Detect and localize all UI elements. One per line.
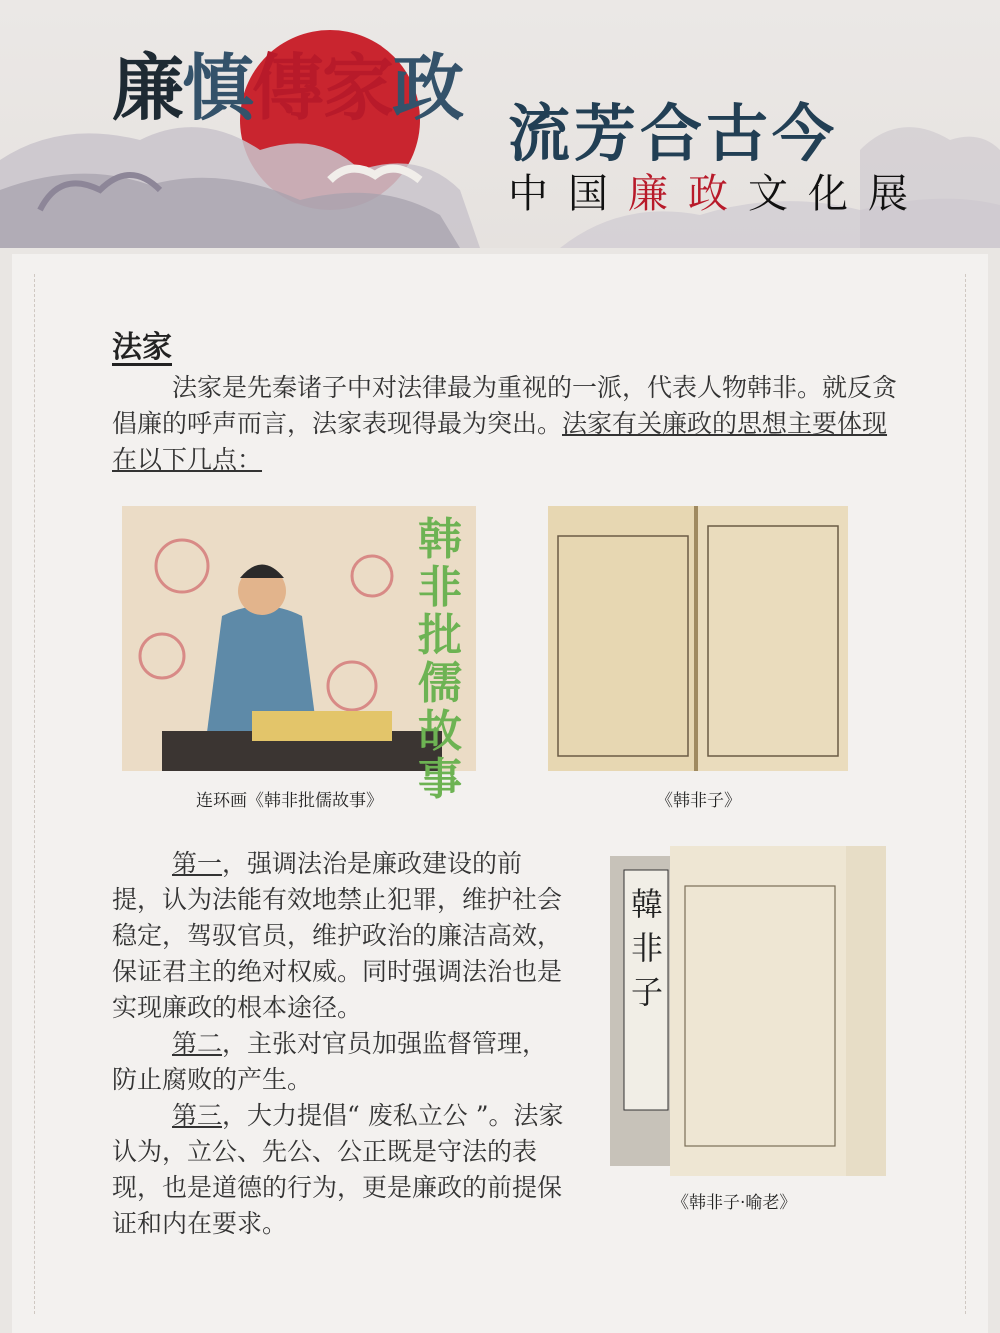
book-cover-image [610,846,900,1176]
point-1 [112,846,567,1026]
point-2 [112,1026,567,1098]
intro-text: 法家是先秦诸子中对法律最为重视的一派，代表人物韩非。就反贪倡廉的呼声而言，法家表现得最为突出。 [112,373,898,438]
book-cover-title: 韓非子 [630,885,663,1011]
comic-caption: 连环画《韩非批儒故事》 [196,791,383,811]
points-text [112,846,567,1242]
exhibition-char: 廉 [628,171,688,217]
book-caption: 《韩非子》 [656,791,741,811]
intro-underlined-text: 法家有关廉政的思想主要体现在以下几点： [112,409,888,474]
exhibition-char: 国 [568,171,628,217]
sub-title: 流芳合古今 [508,97,839,170]
open-book-illustration [548,506,848,771]
point-3 [112,1098,567,1242]
exhibition-title [508,162,928,219]
point-lead: 第三 [172,1101,223,1130]
point-body: ，强调法治是廉政建设的前提，认为法能有效地禁止犯罪，维护社会稳定，驾驭官员，维护政治的廉洁高效，保证君主的绝对权威。同时强调法治也是实现廉政的根本途径。 [112,849,563,1022]
book2-caption: 《韩非子·喻老》 [672,1193,797,1213]
main-title [112,30,462,134]
section-heading: 法家 [112,330,172,365]
intro-paragraph [112,370,902,478]
exhibition-char: 文 [748,171,808,217]
exhibition-char: 中 [508,171,568,217]
exhibition-char: 化 [808,171,868,217]
title-char: 慎 [182,45,253,130]
title-char: 家 [322,45,393,130]
title-char: 廉 [112,45,183,130]
header-banner [0,0,1000,248]
title-char: 政 [392,45,463,130]
comic-title-vertical: 韩非批儒故事 [418,514,462,805]
point-lead: 第二 [172,1029,223,1058]
title-char: 傳 [252,45,323,130]
ancient-book-image [548,506,848,771]
point-body: ，大力提倡“ 废私立公 ”。法家认为，立公、先公、公正既是守法的表现，也是道德的行为，更是廉政的前提保证和内在要求。 [112,1101,564,1238]
exhibition-char: 政 [688,171,748,217]
point-body: ，主张对官员加强监督管理，防止腐败的产生。 [112,1029,548,1094]
exhibition-char: 展 [868,171,928,217]
point-lead: 第一 [172,849,223,878]
